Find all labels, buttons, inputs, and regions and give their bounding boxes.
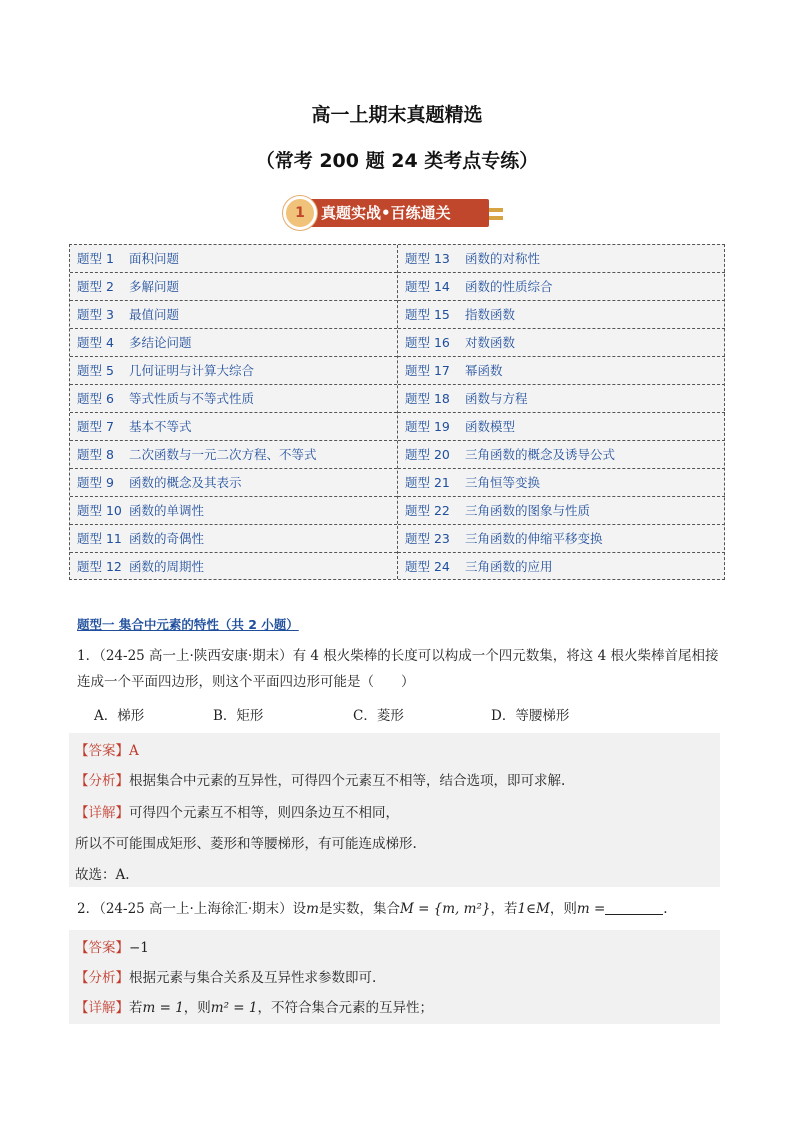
topic-row <box>398 413 725 441</box>
topic-number: 题型 22 <box>405 503 450 518</box>
q2-set-expr: M = {m, m²} <box>399 901 491 917</box>
topic-name: 等式性质与不等式性质 <box>129 391 255 406</box>
topic-number: 题型 6 <box>77 391 114 406</box>
topic-name: 多解问题 <box>129 279 180 294</box>
topic-number: 题型 2 <box>77 279 114 294</box>
analysis-tag: 【分析】 <box>75 773 129 789</box>
topic-name: 函数的性质综合 <box>465 279 553 294</box>
topic-number: 题型 23 <box>405 531 450 546</box>
topic-column-right <box>397 245 725 579</box>
topic-name: 三角函数的伸缩平移变换 <box>465 531 603 546</box>
topic-row <box>398 469 725 497</box>
topic-row <box>398 357 725 385</box>
topic-name: 三角函数的应用 <box>465 559 553 574</box>
topic-row <box>70 329 397 357</box>
topic-row <box>70 357 397 385</box>
q2-var: m <box>306 901 319 917</box>
topic-number: 题型 11 <box>77 531 122 546</box>
topic-row <box>398 385 725 413</box>
topic-number: 题型 5 <box>77 363 114 378</box>
topic-name: 对数函数 <box>465 335 516 350</box>
option-c: C．菱形 <box>353 708 404 724</box>
topic-row <box>398 329 725 357</box>
topic-number: 题型 4 <box>77 335 114 350</box>
analysis-tag: 【分析】 <box>75 970 129 986</box>
topic-row <box>398 553 725 581</box>
option-a: A．梯形 <box>94 708 145 724</box>
q2-ask: m = <box>576 901 606 917</box>
topic-number: 题型 16 <box>405 335 450 350</box>
detail-mid: ，则 <box>183 1000 211 1016</box>
topic-row <box>70 469 397 497</box>
topic-number: 题型 3 <box>77 307 114 322</box>
detail-line-2: 所以不可能围成矩形、菱形和等腰梯形，有可能连成梯形. <box>75 836 417 852</box>
topic-name: 函数的周期性 <box>129 559 205 574</box>
banner-decoration-icon <box>489 216 503 220</box>
topic-name: 三角恒等变换 <box>465 475 541 490</box>
q2-mid3: ，则 <box>549 901 577 917</box>
topic-row <box>398 245 725 273</box>
banner-number: 1 <box>283 196 317 230</box>
question-2-text <box>77 896 668 922</box>
topic-row <box>398 497 725 525</box>
topic-row <box>70 441 397 469</box>
topic-number: 题型 18 <box>405 391 450 406</box>
answer-tag: 【答案】 <box>75 743 129 759</box>
detail-tag: 【详解】 <box>75 1000 129 1016</box>
topic-number: 题型 14 <box>405 279 450 294</box>
topic-row <box>70 413 397 441</box>
topic-table <box>69 244 725 580</box>
analysis-line <box>75 966 376 986</box>
answer-box-2 <box>69 930 720 1024</box>
topic-row <box>70 525 397 553</box>
page-title: 高一上期末真题精选 <box>311 104 483 126</box>
option-b: B．矩形 <box>213 708 264 724</box>
topic-number: 题型 19 <box>405 419 450 434</box>
banner-decoration-icon <box>489 208 503 212</box>
topic-row <box>398 273 725 301</box>
page-subtitle: （常考 200 题 24 类考点专练） <box>255 150 539 172</box>
topic-row <box>398 301 725 329</box>
detail-pre: 若 <box>129 1000 143 1016</box>
detail-tag: 【详解】 <box>75 805 129 821</box>
topic-row <box>70 273 397 301</box>
conclusion-line: 故选：A. <box>75 867 130 883</box>
topic-name: 幂函数 <box>465 363 503 378</box>
answer-line <box>75 739 139 759</box>
topic-number: 题型 1 <box>77 251 114 266</box>
detail-eq2: m² = 1 <box>210 1000 258 1016</box>
topic-row <box>398 525 725 553</box>
topic-row <box>70 245 397 273</box>
topic-number: 题型 17 <box>405 363 450 378</box>
topic-number: 题型 20 <box>405 447 450 462</box>
section-heading: 题型一 集合中元素的特性（共 2 小题） <box>77 617 299 632</box>
analysis-text: 根据元素与集合关系及互异性求参数即可. <box>129 970 377 986</box>
analysis-text: 根据集合中元素的互异性，可得四个元素互不相等，结合选项，即可求解. <box>129 773 566 789</box>
topic-row <box>70 385 397 413</box>
answer-line <box>75 936 149 956</box>
topic-column-left <box>70 245 397 579</box>
banner-text: 真题实战•百练通关 <box>321 204 451 222</box>
option-d: D．等腰梯形 <box>491 708 570 724</box>
topic-number: 题型 13 <box>405 251 450 266</box>
topic-name: 函数的对称性 <box>465 251 541 266</box>
topic-number: 题型 21 <box>405 475 450 490</box>
topic-name: 指数函数 <box>465 307 516 322</box>
topic-name: 几何证明与计算大综合 <box>129 363 255 378</box>
topic-name: 函数的单调性 <box>129 503 205 518</box>
q2-mid2: ，若 <box>490 901 518 917</box>
answer-box-1 <box>69 733 720 887</box>
topic-name: 函数的奇偶性 <box>129 531 205 546</box>
question-1-text: 1．（24-25 高一上·陕西安康·期末）有 4 根火柴棒的长度可以构成一个四元数集，将这 4 根火柴棒首尾相接连成一个平面四边形，则这个平面四边形可能是（ ） <box>77 648 719 690</box>
topic-name: 多结论问题 <box>129 335 192 350</box>
topic-number: 题型 12 <box>77 559 122 574</box>
analysis-line <box>75 769 565 789</box>
topic-name: 三角函数的图象与性质 <box>465 503 591 518</box>
topic-name: 面积问题 <box>129 251 180 266</box>
detail-line <box>75 801 399 821</box>
detail-eq1: m = 1 <box>142 1000 184 1016</box>
topic-row <box>70 301 397 329</box>
answer-value: A <box>129 743 139 759</box>
topic-name: 基本不等式 <box>129 419 192 434</box>
topic-name: 最值问题 <box>129 307 180 322</box>
topic-row <box>398 441 725 469</box>
topic-number: 题型 8 <box>77 447 114 462</box>
topic-number: 题型 24 <box>405 559 450 574</box>
answer-blank <box>605 900 663 915</box>
topic-number: 题型 15 <box>405 307 450 322</box>
q2-cond: 1∈M <box>517 901 550 917</box>
q2-prefix: 2．（24-25 高一上·上海徐汇·期末）设 <box>77 901 307 917</box>
answer-tag: 【答案】 <box>75 940 129 956</box>
topic-row <box>70 553 397 581</box>
detail-line <box>75 996 433 1016</box>
topic-name: 函数与方程 <box>465 391 528 406</box>
topic-name: 函数模型 <box>465 419 516 434</box>
topic-row <box>70 497 397 525</box>
topic-name: 二次函数与一元二次方程、不等式 <box>129 447 317 462</box>
q2-suffix: . <box>663 901 668 917</box>
topic-number: 题型 9 <box>77 475 114 490</box>
topic-number: 题型 7 <box>77 419 114 434</box>
topic-name: 三角函数的概念及诱导公式 <box>465 447 616 462</box>
answer-value: −1 <box>129 940 149 956</box>
detail-post: ，不符合集合元素的互异性； <box>257 1000 433 1016</box>
topic-number: 题型 10 <box>77 503 122 518</box>
section-banner <box>283 196 503 230</box>
q2-mid1: 是实数，集合 <box>318 901 400 917</box>
detail-text: 可得四个元素互不相等，则四条边互不相同， <box>129 805 399 821</box>
topic-name: 函数的概念及其表示 <box>129 475 242 490</box>
